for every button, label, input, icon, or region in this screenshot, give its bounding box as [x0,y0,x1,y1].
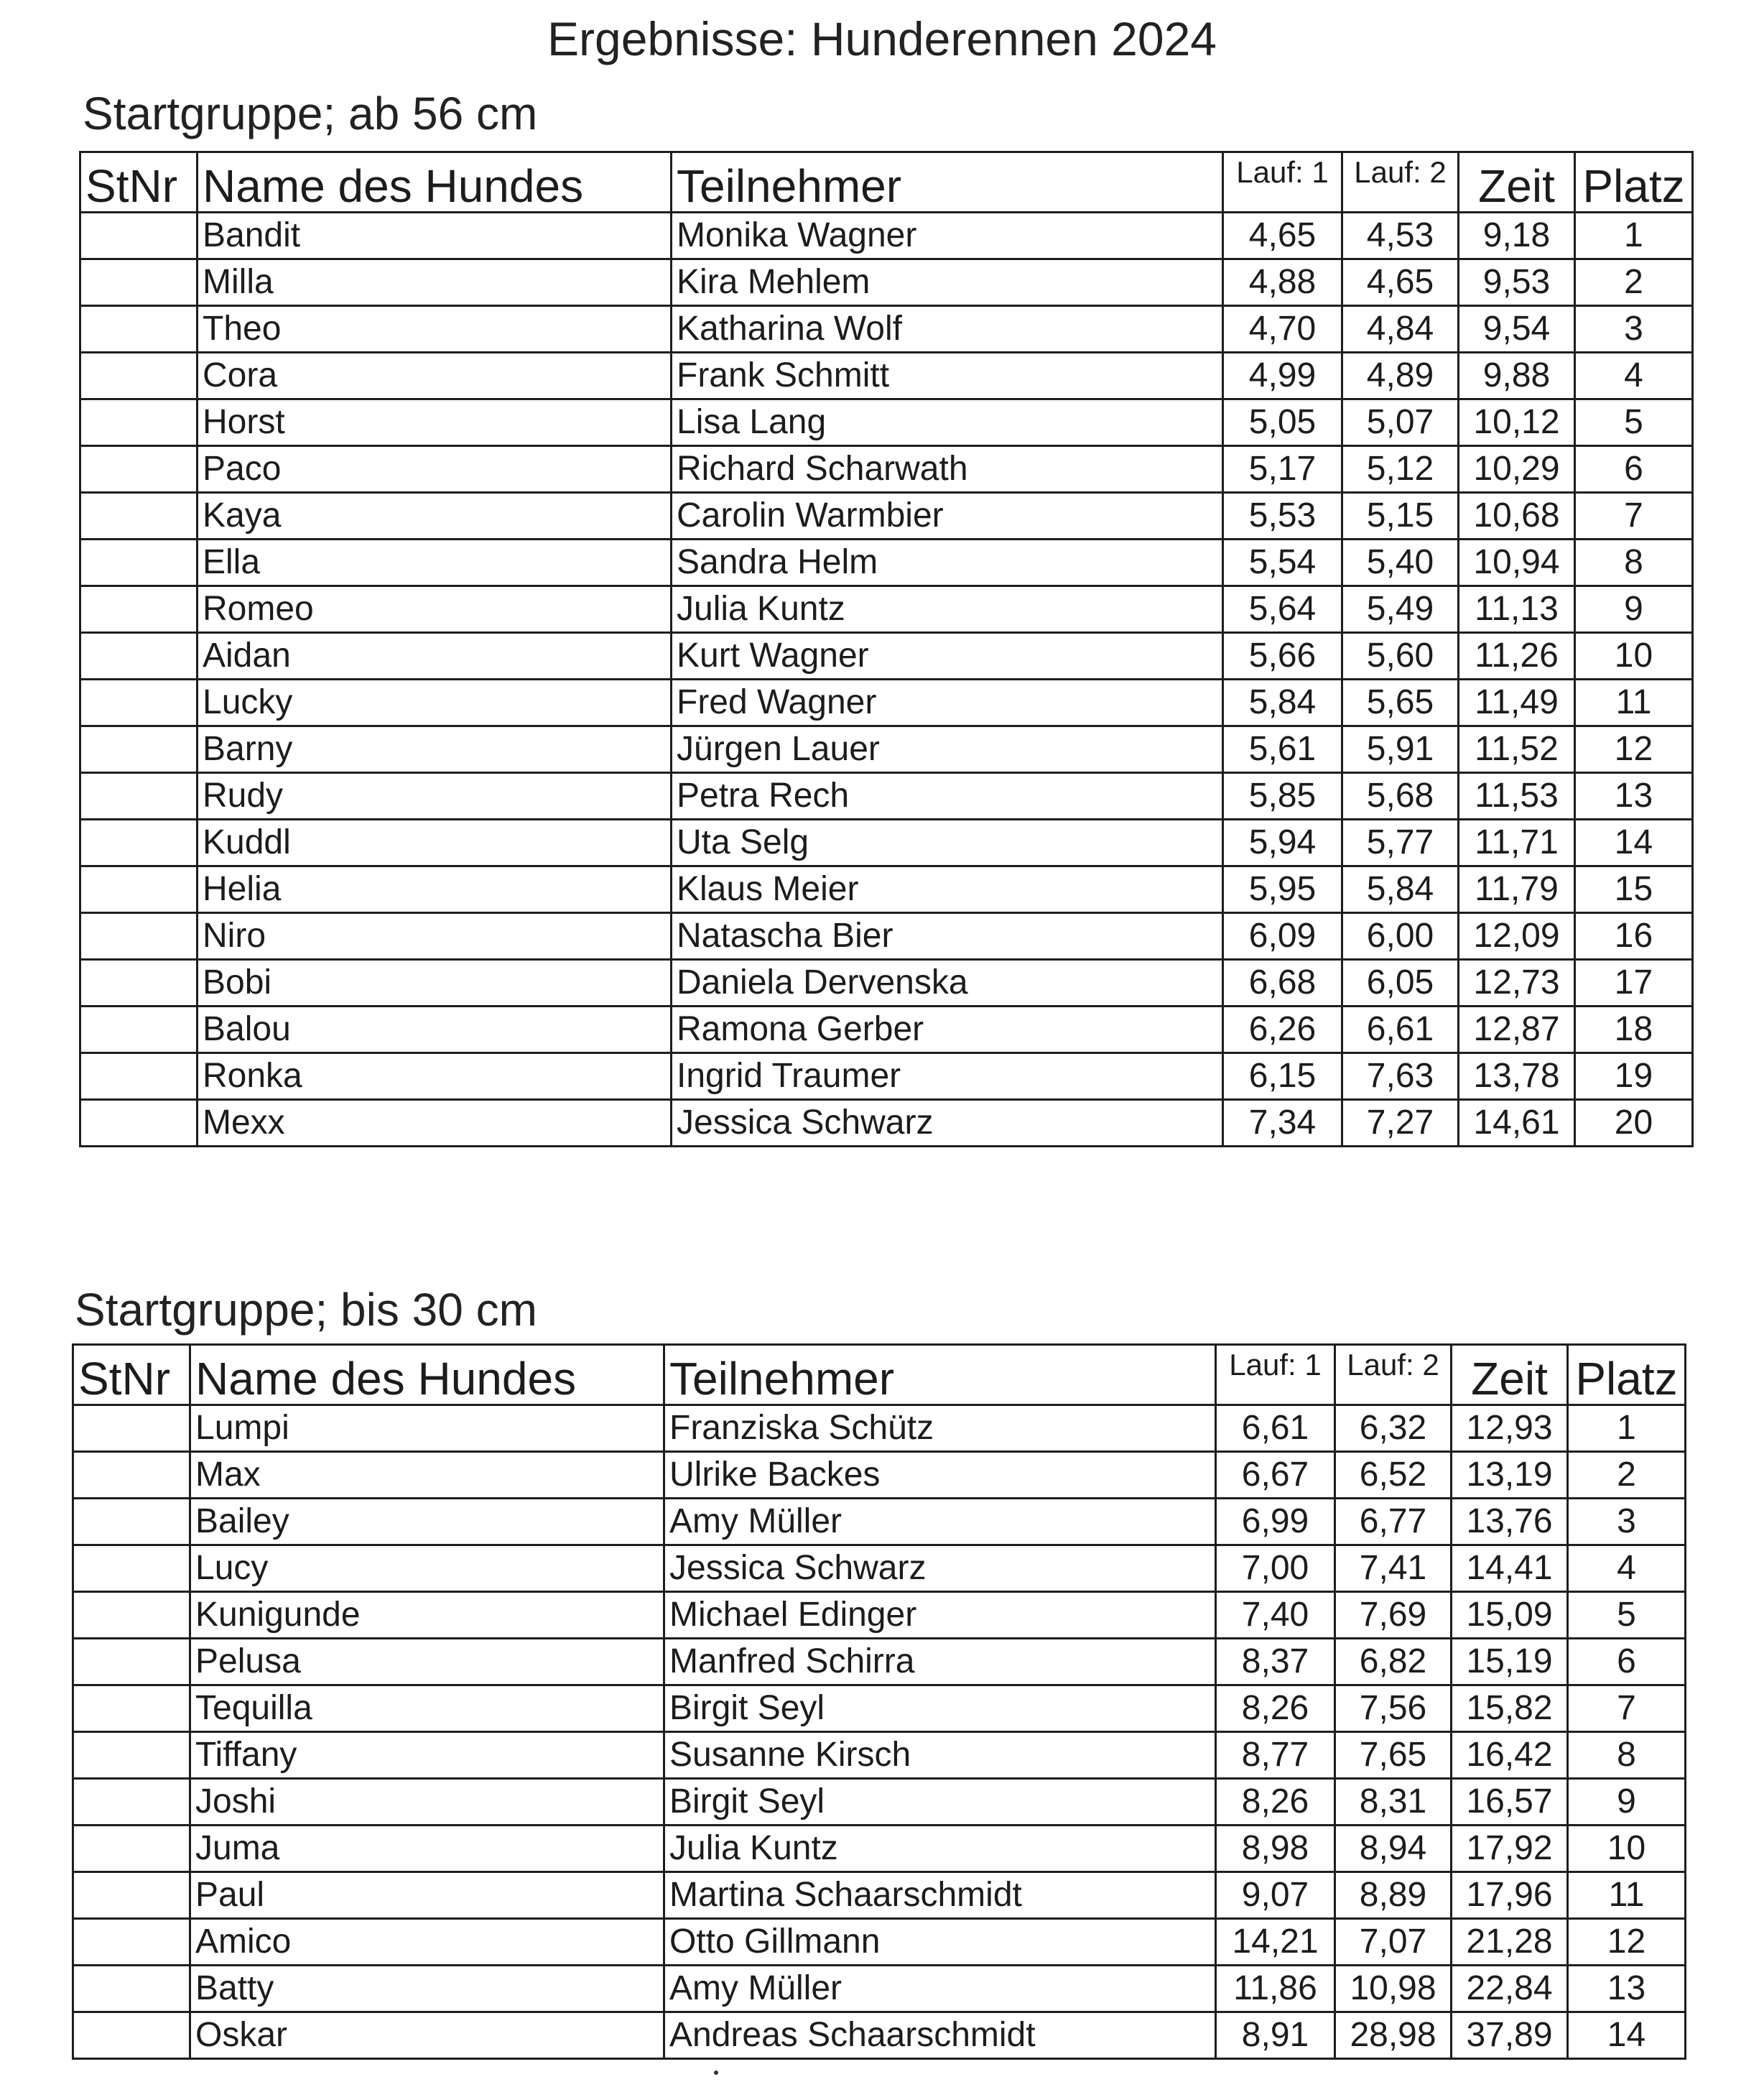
cell-stnr [80,1100,198,1147]
cell-run-2: 6,77 [1335,1499,1452,1545]
cell-participant: Andreas Schaarschmidt [664,2012,1216,2059]
cell-dog-name: Romeo [198,586,672,633]
cell-stnr [80,960,198,1007]
cell-stnr [73,1732,190,1779]
col-header-lauf2: Lauf: 2 [1342,152,1459,213]
cell-dog-name: Joshi [190,1779,664,1826]
cell-total-time: 10,12 [1459,399,1575,446]
cell-rank: 14 [1575,820,1693,866]
cell-dog-name: Kunigunde [190,1592,664,1639]
cell-dog-name: Amico [190,1919,664,1966]
results-table-bis-30 [72,1343,1686,2060]
cell-run-1: 4,88 [1223,259,1342,306]
cell-run-2: 8,94 [1335,1826,1452,1872]
cell-stnr [73,1405,190,1452]
cell-total-time: 9,53 [1459,259,1575,306]
cell-stnr [80,1053,198,1100]
cell-run-2: 28,98 [1335,2012,1452,2059]
cell-run-1: 8,98 [1216,1826,1335,1872]
cell-stnr [73,1452,190,1499]
cell-stnr [80,820,198,866]
cell-participant: Susanne Kirsch [664,1732,1216,1779]
cell-run-1: 8,91 [1216,2012,1335,2059]
cell-participant: Amy Müller [664,1499,1216,1545]
cell-rank: 9 [1568,1779,1686,1826]
cell-total-time: 16,57 [1452,1779,1568,1826]
table-row [80,913,1693,960]
cell-run-2: 7,41 [1335,1545,1452,1592]
cell-participant: Amy Müller [664,1966,1216,2012]
cell-rank: 8 [1575,540,1693,586]
table-row [80,1007,1693,1053]
cell-run-1: 4,70 [1223,306,1342,353]
col-header-zeit: Zeit [1459,152,1575,213]
table-row [73,1919,1686,1966]
table-row [73,1872,1686,1919]
cell-total-time: 15,09 [1452,1592,1568,1639]
cell-dog-name: Oskar [190,2012,664,2059]
cell-run-2: 6,32 [1335,1405,1452,1452]
cell-dog-name: Lucky [198,680,672,726]
col-header-teilnehmer: Teilnehmer [664,1345,1216,1405]
cell-run-1: 5,84 [1223,680,1342,726]
cell-participant: Ramona Gerber [672,1007,1223,1053]
cell-total-time: 11,52 [1459,726,1575,773]
table-row [73,2012,1686,2059]
cell-rank: 2 [1575,259,1693,306]
cell-rank: 12 [1575,726,1693,773]
cell-dog-name: Pelusa [190,1639,664,1685]
cell-total-time: 12,87 [1459,1007,1575,1053]
cell-rank: 18 [1575,1007,1693,1053]
cell-run-1: 7,40 [1216,1592,1335,1639]
cell-dog-name: Helia [198,866,672,913]
cell-run-1: 14,21 [1216,1919,1335,1966]
cell-run-1: 5,54 [1223,540,1342,586]
cell-rank: 14 [1568,2012,1686,2059]
cell-rank: 20 [1575,1100,1693,1147]
cell-run-1: 5,66 [1223,633,1342,680]
table-row [73,1499,1686,1545]
cell-run-2: 6,61 [1342,1007,1459,1053]
cell-total-time: 11,53 [1459,773,1575,820]
cell-total-time: 22,84 [1452,1966,1568,2012]
cell-run-2: 4,84 [1342,306,1459,353]
cell-run-1: 6,61 [1216,1405,1335,1452]
cell-stnr [73,2012,190,2059]
cell-run-1: 5,95 [1223,866,1342,913]
col-header-lauf1: Lauf: 1 [1223,152,1342,213]
cell-participant: Klaus Meier [672,866,1223,913]
col-header-name: Name des Hundes [198,152,672,213]
cell-total-time: 14,61 [1459,1100,1575,1147]
cell-run-2: 6,05 [1342,960,1459,1007]
cell-dog-name: Paco [198,446,672,493]
cell-run-2: 6,00 [1342,913,1459,960]
cell-rank: 8 [1568,1732,1686,1779]
cell-run-2: 4,53 [1342,213,1459,259]
group-heading-bis-30: Startgruppe; bis 30 cm [75,1284,537,1336]
cell-rank: 1 [1568,1405,1686,1452]
cell-participant: Jürgen Lauer [672,726,1223,773]
table-row [73,1685,1686,1732]
cell-total-time: 11,26 [1459,633,1575,680]
table-row [80,820,1693,866]
cell-run-2: 5,40 [1342,540,1459,586]
cell-total-time: 12,73 [1459,960,1575,1007]
cell-total-time: 15,82 [1452,1685,1568,1732]
cell-dog-name: Cora [198,353,672,399]
cell-participant: Michael Edinger [664,1592,1216,1639]
cell-stnr [80,446,198,493]
cell-participant: Julia Kuntz [664,1826,1216,1872]
table-row [80,259,1693,306]
cell-stnr [73,1639,190,1685]
cell-dog-name: Rudy [198,773,672,820]
cell-rank: 4 [1575,353,1693,399]
cell-participant: Birgit Seyl [664,1685,1216,1732]
cell-stnr [73,1966,190,2012]
table-row [73,1779,1686,1826]
cell-dog-name: Batty [190,1966,664,2012]
cell-rank: 5 [1568,1592,1686,1639]
cell-run-2: 6,52 [1335,1452,1452,1499]
cell-run-2: 7,65 [1335,1732,1452,1779]
table-row [80,866,1693,913]
cell-total-time: 11,79 [1459,866,1575,913]
cell-total-time: 12,93 [1452,1405,1568,1452]
cell-run-1: 7,34 [1223,1100,1342,1147]
cell-participant: Richard Scharwath [672,446,1223,493]
table-header-row [73,1345,1686,1405]
cell-rank: 11 [1575,680,1693,726]
cell-participant: Birgit Seyl [664,1779,1216,1826]
cell-run-1: 5,53 [1223,493,1342,540]
cell-stnr [80,726,198,773]
cell-stnr [80,866,198,913]
cell-stnr [80,306,198,353]
cell-total-time: 10,68 [1459,493,1575,540]
cell-run-1: 5,85 [1223,773,1342,820]
cell-participant: Martina Schaarschmidt [664,1872,1216,1919]
cell-dog-name: Tiffany [190,1732,664,1779]
cell-stnr [80,213,198,259]
stray-dot [714,2071,718,2075]
cell-participant: Kira Mehlem [672,259,1223,306]
table-row [73,1452,1686,1499]
cell-run-1: 8,77 [1216,1732,1335,1779]
group-heading-ab-56: Startgruppe; ab 56 cm [83,88,538,139]
cell-total-time: 11,13 [1459,586,1575,633]
cell-stnr [80,353,198,399]
table-row [80,306,1693,353]
cell-stnr [80,259,198,306]
cell-rank: 5 [1575,399,1693,446]
cell-run-1: 6,67 [1216,1452,1335,1499]
cell-dog-name: Mexx [198,1100,672,1147]
cell-total-time: 17,92 [1452,1826,1568,1872]
cell-dog-name: Bailey [190,1499,664,1545]
cell-run-2: 5,65 [1342,680,1459,726]
cell-rank: 4 [1568,1545,1686,1592]
cell-dog-name: Barny [198,726,672,773]
cell-total-time: 21,28 [1452,1919,1568,1966]
cell-run-2: 5,49 [1342,586,1459,633]
cell-stnr [80,773,198,820]
cell-dog-name: Bandit [198,213,672,259]
cell-total-time: 14,41 [1452,1545,1568,1592]
cell-total-time: 9,54 [1459,306,1575,353]
cell-dog-name: Aidan [198,633,672,680]
cell-dog-name: Paul [190,1872,664,1919]
cell-run-1: 9,07 [1216,1872,1335,1919]
table-body [80,213,1693,1147]
table-row [80,540,1693,586]
cell-stnr [80,633,198,680]
cell-stnr [80,586,198,633]
cell-dog-name: Lumpi [190,1405,664,1452]
cell-stnr [73,1592,190,1639]
cell-run-1: 7,00 [1216,1545,1335,1592]
cell-dog-name: Kaya [198,493,672,540]
cell-participant: Franziska Schütz [664,1405,1216,1452]
table-row [73,1592,1686,1639]
table-row [73,1405,1686,1452]
cell-total-time: 37,89 [1452,2012,1568,2059]
cell-run-1: 8,26 [1216,1685,1335,1732]
table-row [80,773,1693,820]
cell-dog-name: Balou [198,1007,672,1053]
cell-rank: 11 [1568,1872,1686,1919]
cell-run-1: 5,61 [1223,726,1342,773]
cell-rank: 13 [1575,773,1693,820]
cell-run-2: 5,15 [1342,493,1459,540]
cell-total-time: 12,09 [1459,913,1575,960]
cell-stnr [73,1685,190,1732]
cell-run-2: 8,31 [1335,1779,1452,1826]
table-row [73,1639,1686,1685]
cell-participant: Manfred Schirra [664,1639,1216,1685]
cell-run-2: 10,98 [1335,1966,1452,2012]
table-row [73,1966,1686,2012]
cell-stnr [80,493,198,540]
table-row [80,633,1693,680]
cell-participant: Monika Wagner [672,213,1223,259]
col-header-teilnehmer: Teilnehmer [672,152,1223,213]
table-row [80,446,1693,493]
cell-rank: 10 [1575,633,1693,680]
cell-rank: 9 [1575,586,1693,633]
cell-total-time: 9,18 [1459,213,1575,259]
cell-run-2: 5,12 [1342,446,1459,493]
cell-stnr [73,1919,190,1966]
cell-rank: 15 [1575,866,1693,913]
cell-run-1: 6,26 [1223,1007,1342,1053]
cell-run-1: 6,68 [1223,960,1342,1007]
cell-total-time: 13,19 [1452,1452,1568,1499]
cell-dog-name: Niro [198,913,672,960]
cell-dog-name: Juma [190,1826,664,1872]
cell-participant: Otto Gillmann [664,1919,1216,1966]
cell-stnr [80,1007,198,1053]
cell-stnr [80,913,198,960]
cell-dog-name: Ronka [198,1053,672,1100]
cell-stnr [73,1779,190,1826]
cell-participant: Frank Schmitt [672,353,1223,399]
cell-rank: 2 [1568,1452,1686,1499]
col-header-stnr: StNr [80,152,198,213]
col-header-lauf1: Lauf: 1 [1216,1345,1335,1405]
cell-total-time: 11,71 [1459,820,1575,866]
table-row [80,493,1693,540]
cell-rank: 7 [1568,1685,1686,1732]
cell-total-time: 17,96 [1452,1872,1568,1919]
cell-run-2: 5,91 [1342,726,1459,773]
cell-run-2: 7,56 [1335,1685,1452,1732]
cell-rank: 7 [1575,493,1693,540]
cell-run-2: 4,65 [1342,259,1459,306]
cell-run-1: 4,65 [1223,213,1342,259]
table-row [73,1826,1686,1872]
cell-rank: 6 [1568,1639,1686,1685]
cell-run-1: 8,37 [1216,1639,1335,1685]
cell-run-2: 7,63 [1342,1053,1459,1100]
cell-participant: Katharina Wolf [672,306,1223,353]
cell-rank: 19 [1575,1053,1693,1100]
cell-participant: Lisa Lang [672,399,1223,446]
cell-participant: Daniela Dervenska [672,960,1223,1007]
cell-participant: Petra Rech [672,773,1223,820]
table-row [73,1732,1686,1779]
cell-dog-name: Tequilla [190,1685,664,1732]
table-row [80,1053,1693,1100]
cell-participant: Fred Wagner [672,680,1223,726]
col-header-stnr: StNr [73,1345,190,1405]
cell-run-1: 5,64 [1223,586,1342,633]
cell-rank: 6 [1575,446,1693,493]
cell-dog-name: Max [190,1452,664,1499]
table-row [80,960,1693,1007]
cell-run-1: 4,99 [1223,353,1342,399]
table-row [73,1545,1686,1592]
table-row [80,1100,1693,1147]
cell-rank: 13 [1568,1966,1686,2012]
cell-participant: Carolin Warmbier [672,493,1223,540]
cell-stnr [80,680,198,726]
cell-participant: Jessica Schwarz [664,1545,1216,1592]
cell-run-2: 8,89 [1335,1872,1452,1919]
cell-stnr [73,1826,190,1872]
table-body [73,1405,1686,2059]
cell-rank: 10 [1568,1826,1686,1872]
cell-total-time: 13,78 [1459,1053,1575,1100]
cell-run-1: 5,94 [1223,820,1342,866]
cell-stnr [73,1872,190,1919]
cell-total-time: 13,76 [1452,1499,1568,1545]
cell-run-1: 6,99 [1216,1499,1335,1545]
col-header-lauf2: Lauf: 2 [1335,1345,1452,1405]
cell-participant: Sandra Helm [672,540,1223,586]
cell-run-2: 5,60 [1342,633,1459,680]
cell-dog-name: Bobi [198,960,672,1007]
cell-run-2: 7,07 [1335,1919,1452,1966]
cell-dog-name: Horst [198,399,672,446]
cell-participant: Jessica Schwarz [672,1100,1223,1147]
cell-participant: Natascha Bier [672,913,1223,960]
table-row [80,726,1693,773]
cell-stnr [80,540,198,586]
cell-dog-name: Theo [198,306,672,353]
cell-total-time: 10,29 [1459,446,1575,493]
cell-total-time: 9,88 [1459,353,1575,399]
cell-rank: 12 [1568,1919,1686,1966]
cell-run-1: 6,09 [1223,913,1342,960]
cell-run-1: 11,86 [1216,1966,1335,2012]
cell-participant: Uta Selg [672,820,1223,866]
table-row [80,399,1693,446]
cell-stnr [73,1545,190,1592]
cell-total-time: 10,94 [1459,540,1575,586]
cell-rank: 16 [1575,913,1693,960]
cell-rank: 17 [1575,960,1693,1007]
cell-dog-name: Lucy [190,1545,664,1592]
cell-run-2: 5,77 [1342,820,1459,866]
cell-stnr [80,399,198,446]
table-row [80,586,1693,633]
col-header-zeit: Zeit [1452,1345,1568,1405]
cell-run-1: 8,26 [1216,1779,1335,1826]
cell-run-2: 4,89 [1342,353,1459,399]
cell-run-1: 6,15 [1223,1053,1342,1100]
cell-total-time: 11,49 [1459,680,1575,726]
cell-run-2: 7,69 [1335,1592,1452,1639]
page-title: Ergebnisse: Hunderennen 2024 [547,12,1217,65]
results-table-ab-56 [79,151,1694,1147]
cell-participant: Julia Kuntz [672,586,1223,633]
cell-stnr [73,1499,190,1545]
cell-run-2: 6,82 [1335,1639,1452,1685]
table-row [80,213,1693,259]
cell-run-2: 5,68 [1342,773,1459,820]
cell-participant: Kurt Wagner [672,633,1223,680]
table-row [80,353,1693,399]
cell-total-time: 15,19 [1452,1639,1568,1685]
cell-rank: 3 [1575,306,1693,353]
cell-run-2: 7,27 [1342,1100,1459,1147]
table-row [80,680,1693,726]
cell-dog-name: Ella [198,540,672,586]
cell-rank: 3 [1568,1499,1686,1545]
cell-rank: 1 [1575,213,1693,259]
cell-dog-name: Milla [198,259,672,306]
cell-participant: Ingrid Traumer [672,1053,1223,1100]
col-header-platz: Platz [1575,152,1693,213]
cell-run-2: 5,84 [1342,866,1459,913]
col-header-name: Name des Hundes [190,1345,664,1405]
cell-run-2: 5,07 [1342,399,1459,446]
col-header-platz: Platz [1568,1345,1686,1405]
table-header-row [80,152,1693,213]
cell-dog-name: Kuddl [198,820,672,866]
cell-total-time: 16,42 [1452,1732,1568,1779]
cell-run-1: 5,17 [1223,446,1342,493]
cell-participant: Ulrike Backes [664,1452,1216,1499]
cell-run-1: 5,05 [1223,399,1342,446]
